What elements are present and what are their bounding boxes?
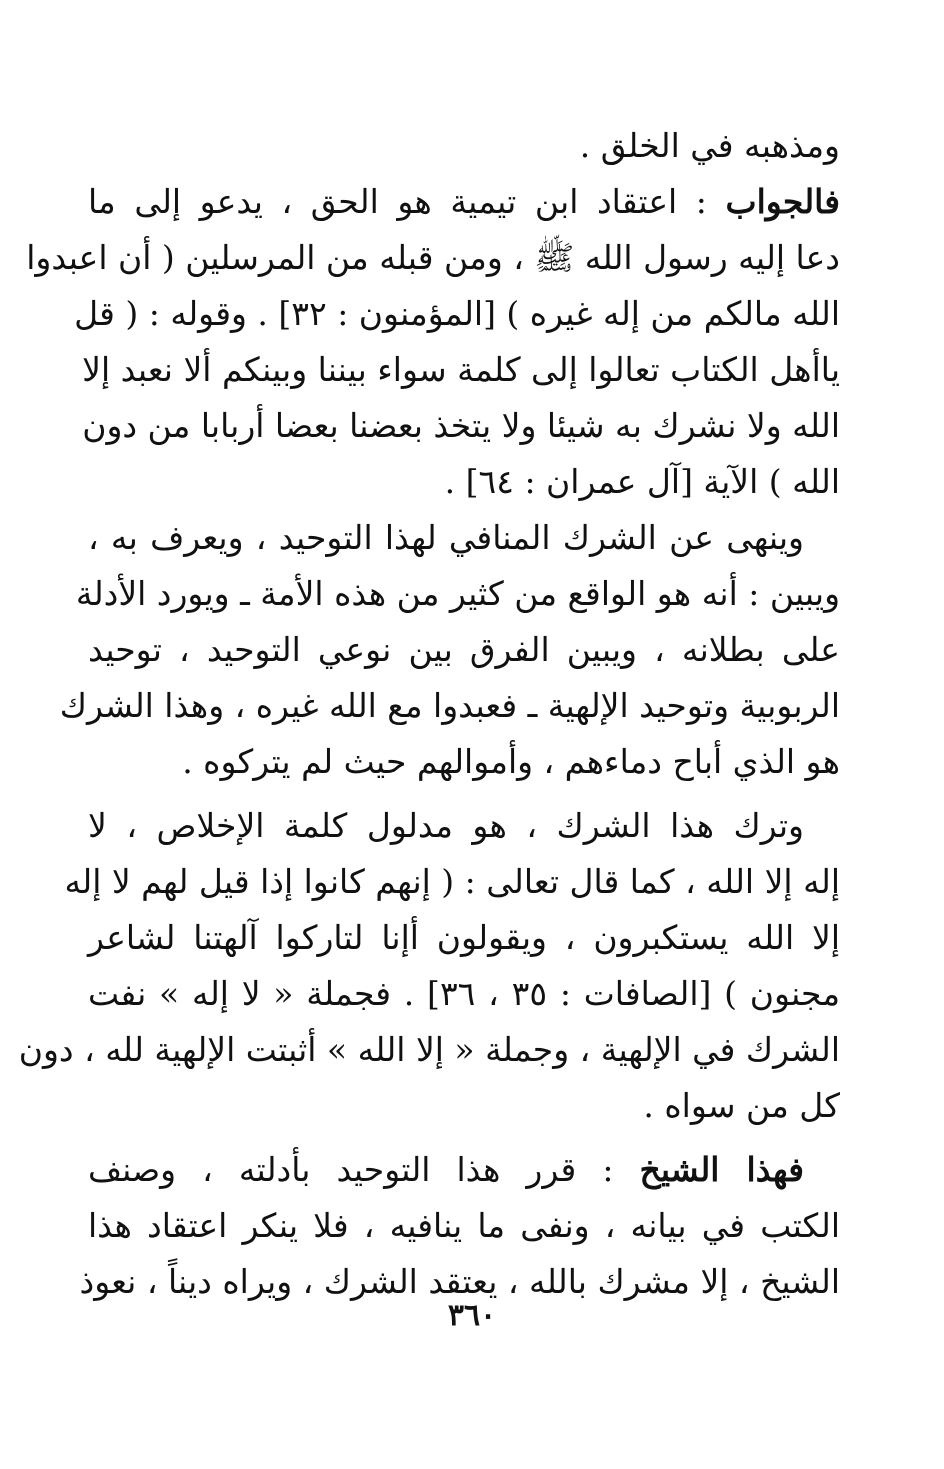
text-line <box>88 1142 804 1198</box>
text-line <box>75 566 840 622</box>
line-text: الكتب في بيانه ، ونفى ما ينافيه ، فلا ينكر اعتقاد هذا <box>88 1206 840 1245</box>
line-text: ومذهبه في الخلق . <box>579 126 840 165</box>
text-line <box>82 398 840 454</box>
text-line <box>64 854 840 910</box>
line-text: الله ولا نشرك به شيئا ولا يتخذ بعضنا بعضا أربابا من دون <box>82 406 840 445</box>
line-text: : اعتقاد ابن تيمية هو الحق ، يدعو إلى ما <box>88 182 726 221</box>
line-text: إله إلا الله ، كما قال تعالى : ( إنهم كانوا إذا قيل لهم لا إله <box>64 862 840 901</box>
text-line <box>88 1078 840 1134</box>
line-lead: فالجواب <box>725 182 840 221</box>
line-text: كل من سواه . <box>643 1086 840 1125</box>
line-text: دعا إليه رسول الله ﷺ ، ومن قبله من المرسلين ( أن اعبدوا <box>26 238 840 277</box>
line-text: وينهى عن الشرك المنافي لهذا التوحيد ، ويعرف به ، <box>88 518 804 557</box>
line-text: الربوبية وتوحيد الإلهية ـ فعبدوا مع الله غيره ، وهذا الشرك <box>59 686 840 725</box>
text-line <box>88 118 840 174</box>
text-line <box>26 230 840 286</box>
line-text: الشرك في الإلهية ، وجملة « إلا الله » أثبتت الإلهية لله ، دون <box>18 1030 840 1069</box>
text-line <box>18 1022 840 1078</box>
line-text: الله ) الآية [آل عمران : ٦٤] . <box>444 462 840 501</box>
line-text: الشيخ ، إلا مشرك بالله ، يعتقد الشرك ، ويراه ديناً ، نعوذ <box>79 1262 840 1301</box>
line-text: : قرر هذا التوحيد بأدلته ، وصنف <box>88 1150 640 1189</box>
page-number: ٣٦٠ <box>447 1298 497 1333</box>
text-line <box>59 678 840 734</box>
line-text: إلا الله يستكبرون ، ويقولون أإنا لتاركوا آلهتنا لشاعر <box>88 918 840 957</box>
text-line <box>88 622 840 678</box>
text-line <box>74 286 840 342</box>
text-line <box>88 966 840 1022</box>
line-text: الله مالكم من إله غيره ) [المؤمنون : ٣٢] . وقوله : ( قل <box>74 294 840 333</box>
line-text: وترك هذا الشرك ، هو مدلول كلمة الإخلاص ، لا <box>88 806 804 845</box>
text-line <box>88 798 804 854</box>
text-line <box>88 454 840 510</box>
text-line <box>88 1198 840 1254</box>
line-lead: فهذا الشيخ <box>639 1150 804 1189</box>
line-text: مجنون ) [الصافات : ٣٥ ، ٣٦] . فجملة « لا إله » نفت <box>88 974 841 1013</box>
text-line <box>88 910 840 966</box>
line-text: ياأهل الكتاب تعالوا إلى كلمة سواء بيننا وبينكم ألا نعبد إلا <box>82 350 840 389</box>
line-text: على بطلانه ، ويبين الفرق بين نوعي التوحيد ، توحيد <box>88 630 840 669</box>
text-line <box>88 174 840 230</box>
line-text: هو الذي أباح دماءهم ، وأموالهم حيث لم يتركوه . <box>182 742 840 781</box>
text-line <box>88 510 804 566</box>
text-line <box>82 342 840 398</box>
line-text: ويبين : أنه هو الواقع من كثير من هذه الأمة ـ ويورد الأدلة <box>75 574 840 613</box>
text-line <box>88 734 840 790</box>
